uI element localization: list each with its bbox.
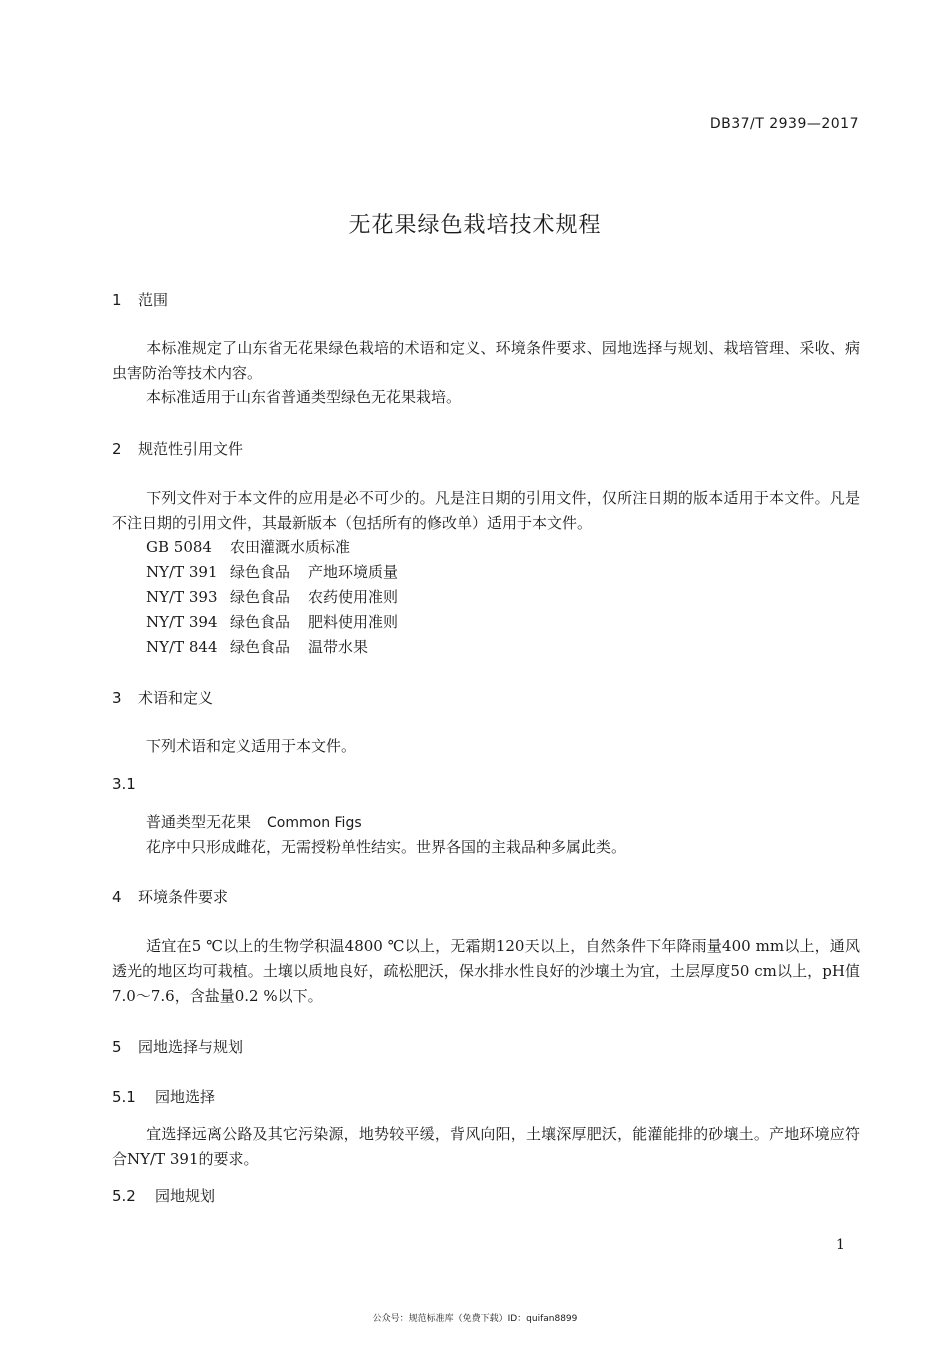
section-4-heading: [112, 886, 228, 907]
term-english: Common Figs: [267, 815, 362, 831]
reference-item: [146, 611, 398, 632]
reference-category: 绿色食品: [230, 613, 291, 631]
section-number: 4: [112, 888, 122, 906]
reference-title: 农田灌溉水质标准: [230, 538, 351, 556]
section-title: 环境条件要求: [138, 888, 229, 906]
reference-code: NY/T 394: [146, 613, 218, 631]
reference-title: 农药使用准则: [308, 588, 399, 606]
section-3-paragraph-1: 下列术语和定义适用于本文件。: [146, 737, 357, 755]
reference-code: NY/T 393: [146, 588, 218, 606]
section-title: 园地选择与规划: [138, 1038, 244, 1056]
subsection-5-1-paragraph-1: [112, 1122, 860, 1172]
term-definition: 花序中只形成雌花，无需授粉单性结实。世界各国的主栽品种多属此类。: [146, 838, 627, 856]
reference-title: 温带水果: [308, 638, 369, 656]
paragraph-text: 宜选择远离公路及其它污染源，地势较平缓，背风向阳，土壤深厚肥沃，能灌能排的砂壤土。产地环境应符合NY/T 391的要求。: [112, 1125, 860, 1168]
section-title: 范围: [138, 291, 169, 309]
reference-title: 肥料使用准则: [308, 613, 399, 631]
reference-title: 产地环境质量: [308, 563, 399, 581]
reference-category: 绿色食品: [230, 563, 291, 581]
footer-watermark: 公众号：规范标准库（免费下载）ID：quifan8899: [372, 1314, 578, 1324]
section-1-heading: [112, 289, 168, 310]
reference-item: [146, 561, 398, 582]
section-number: 3: [112, 689, 122, 707]
term-entry: [146, 811, 362, 832]
subsection-5-2-heading: [112, 1185, 215, 1206]
reference-code: GB 5084: [146, 538, 212, 556]
section-title: 术语和定义: [138, 689, 214, 707]
section-3-heading: [112, 687, 213, 708]
section-number: 1: [112, 291, 122, 309]
reference-code: NY/T 844: [146, 638, 218, 656]
section-number: 5.2: [112, 1187, 136, 1205]
reference-item: [146, 636, 368, 657]
standard-code: DB37/T 2939—2017: [709, 116, 859, 132]
page-number: 1: [836, 1237, 845, 1253]
paragraph-text: 本标准规定了山东省无花果绿色栽培的术语和定义、环境条件要求、园地选择与规划、栽培管理、采收、病虫害防治等技术内容。: [112, 339, 860, 382]
reference-item: [146, 586, 398, 607]
section-2-paragraph-1: [112, 486, 860, 536]
subsection-3-1-number: 3.1: [112, 775, 136, 793]
section-2-heading: [112, 438, 243, 459]
section-title: 园地选择: [155, 1088, 216, 1106]
reference-item: [146, 536, 350, 557]
reference-code: NY/T 391: [146, 563, 218, 581]
subsection-5-1-heading: [112, 1086, 215, 1107]
section-title: 规范性引用文件: [138, 440, 244, 458]
reference-category: 绿色食品: [230, 638, 291, 656]
section-number: 5.1: [112, 1088, 136, 1106]
section-5-heading: [112, 1036, 243, 1057]
term-chinese: 普通类型无花果: [146, 813, 252, 831]
paragraph-text: 适宜在5 ℃以上的生物学积温4800 ℃以上，无霜期120天以上，自然条件下年降雨量400 mm以上，通风透光的地区均可栽植。土壤以质地良好，疏松肥沃，保水排水性良好的沙壤土为宜，土层厚度50 cm以上，pH值7.0～7.6，含盐量0.2 %以下。: [112, 937, 860, 1005]
paragraph-text: 下列文件对于本文件的应用是必不可少的。凡是注日期的引用文件，仅所注日期的版本适用于本文件。凡是不注日期的引用文件，其最新版本（包括所有的修改单）适用于本文件。: [112, 489, 860, 532]
section-1-paragraph-1: [112, 336, 860, 386]
reference-category: 绿色食品: [230, 588, 291, 606]
section-1-paragraph-2: 本标准适用于山东省普通类型绿色无花果栽培。: [146, 388, 462, 406]
section-title: 园地规划: [155, 1187, 216, 1205]
section-number: 5: [112, 1038, 122, 1056]
section-number: 2: [112, 440, 122, 458]
section-4-paragraph-1: [112, 934, 860, 1009]
document-title: 无花果绿色栽培技术规程: [348, 213, 602, 238]
